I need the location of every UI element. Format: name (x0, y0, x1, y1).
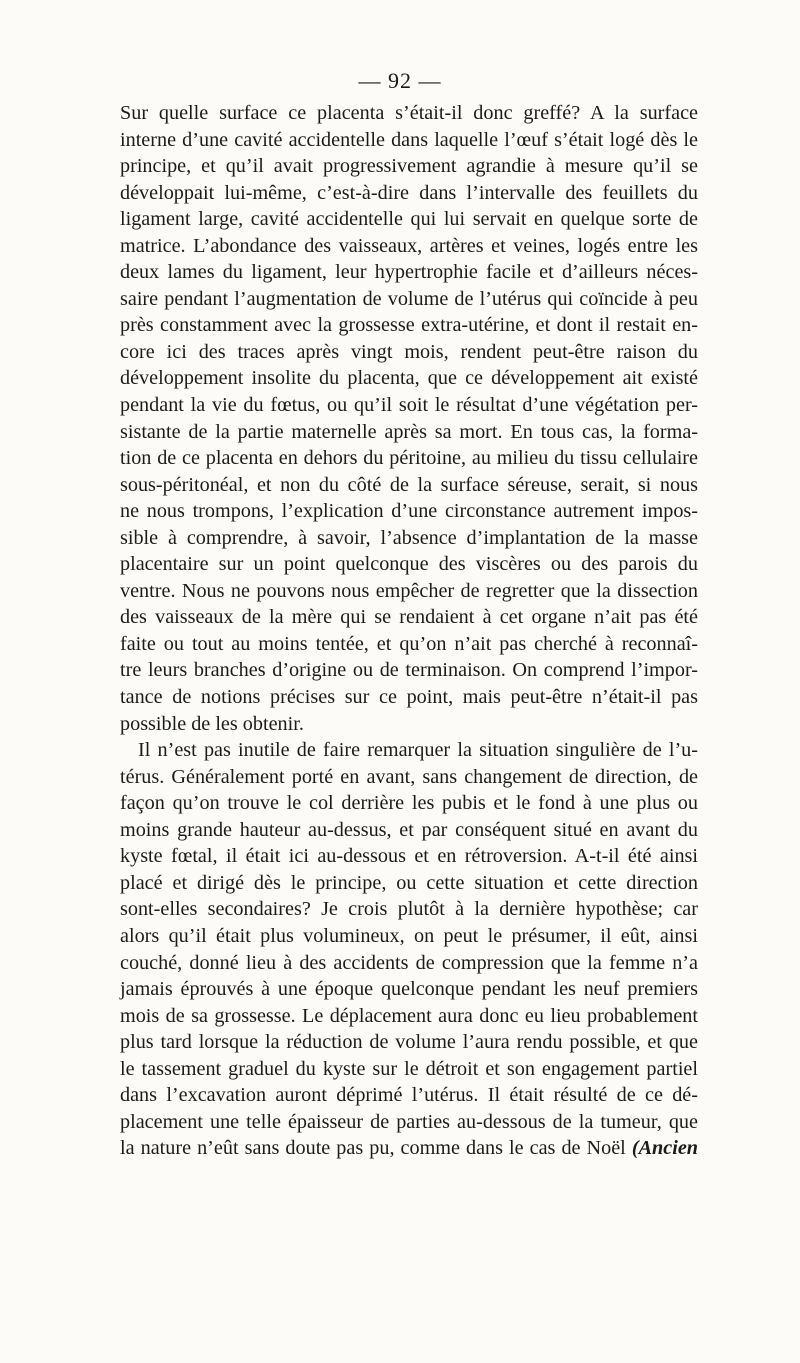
page-number: — 92 — (358, 68, 442, 93)
text-line: le tassement graduel du kyste sur le détroit et son engagement partiel (120, 1057, 698, 1080)
text-line: développement insolite du placenta, que ce développement ait existé (120, 367, 698, 390)
text-line: jamais éprouvés à une époque quelconque pendant les neuf premiers (120, 978, 698, 1001)
text-line-final (120, 1135, 698, 1162)
text-line: interne d’une cavité accidentelle dans laquelle l’œuf s’était logé dès le (120, 128, 698, 151)
text-line: couché, donné lieu à des accidents de compression que la femme n’a (120, 951, 698, 974)
text-line: kyste fœtal, il était ici au-dessous et en rétroversion. A-t-il été ainsi (120, 845, 698, 868)
text-line: Il n’est pas inutile de faire remarquer la situation singulière de l’u- (138, 739, 698, 762)
text-line: pendant la vie du fœtus, ou qu’il soit le résultat d’une végétation per- (120, 394, 698, 417)
text-line: développait lui-même, c’est-à-dire dans l’intervalle des feuillets du (120, 181, 698, 204)
text-line: moins grande hauteur au-dessus, et par conséquent situé en avant du (120, 818, 698, 841)
text-line: tion de ce placenta en dehors du péritoine, au milieu du tissu cellulaire (120, 447, 698, 470)
text-line: core ici des traces après vingt mois, rendent peut-être raison du (120, 340, 698, 363)
text-line-final-roman: la nature n’eût sans doute pas pu, comme dans le cas de Noël (120, 1137, 626, 1160)
text-line: possible de les obtenir. (120, 712, 304, 735)
text-line: sistante de la partie maternelle après sa mort. En tous cas, la forma- (120, 420, 698, 443)
text-line: ventre. Nous ne pouvons nous empêcher de regretter que la dissection (120, 579, 698, 602)
text-line: mois de sa grossesse. Le déplacement aura donc eu lieu probablement (120, 1004, 698, 1027)
text-line: ne nous trompons, l’explication d’une circonstance autrement impos- (120, 500, 698, 523)
text-line: saire pendant l’augmentation de volume de l’utérus qui coïncide à peu (120, 287, 698, 310)
text-line: sont-elles secondaires? Je crois plutôt à la dernière hypothèse; car (120, 898, 698, 921)
text-line: tre leurs branches d’origine ou de terminaison. On comprend l’impor- (120, 659, 698, 682)
text-line: matrice. L’abondance des vaisseaux, artères et veines, logés entre les (120, 234, 698, 257)
text-line: placé et dirigé dès le principe, ou cette situation et cette direction (120, 871, 698, 894)
body-text (120, 100, 698, 1162)
text-line: façon qu’on trouve le col derrière les pubis et le fond à une plus ou (120, 792, 698, 815)
text-line: deux lames du ligament, leur hypertrophie facile et d’ailleurs néces- (120, 261, 698, 284)
paragraph-2 (120, 737, 698, 1162)
italic-citation: (Ancien (631, 1137, 699, 1160)
text-line: plus tard lorsque la réduction de volume l’aura rendu possible, et que (120, 1031, 698, 1054)
text-line: près constamment avec la grossesse extra-utérine, et dont il restait en- (120, 314, 698, 337)
text-line: placentaire sur un point quelconque des viscères ou des parois du (120, 553, 698, 576)
text-line: ligament large, cavité accidentelle qui lui servait en quelque sorte de (120, 208, 698, 231)
text-line: faite ou tout au moins tentée, et qu’on n’ait pas cherché à reconnaî- (120, 632, 698, 655)
text-line: principe, et qu’il avait progressivement agrandie à mesure qu’il se (120, 155, 698, 178)
paragraph-1 (120, 100, 698, 737)
text-line: térus. Généralement porté en avant, sans changement de direction, de (120, 765, 698, 788)
text-line: alors qu’il était plus volumineux, on peut le présumer, il eût, ainsi (120, 924, 698, 947)
text-line: dans l’excavation auront déprimé l’utérus. Il était résulté de ce dé- (120, 1084, 698, 1107)
text-line: Sur quelle surface ce placenta s’était-il donc greffé? A la surface (120, 102, 698, 124)
text-line: des vaisseaux de la mère qui se rendaient à cet organe n’ait pas été (120, 606, 698, 629)
text-line: sible à comprendre, à savoir, l’absence d’implantation de la masse (120, 526, 698, 549)
text-line: sous-péritonéal, et non du côté de la surface séreuse, serait, si nous (120, 473, 698, 496)
text-line: placement une telle épaisseur de parties au-dessous de la tumeur, que (120, 1110, 698, 1133)
text-line: tance de notions précises sur ce point, mais peut-être n’était-il pas (120, 686, 698, 709)
